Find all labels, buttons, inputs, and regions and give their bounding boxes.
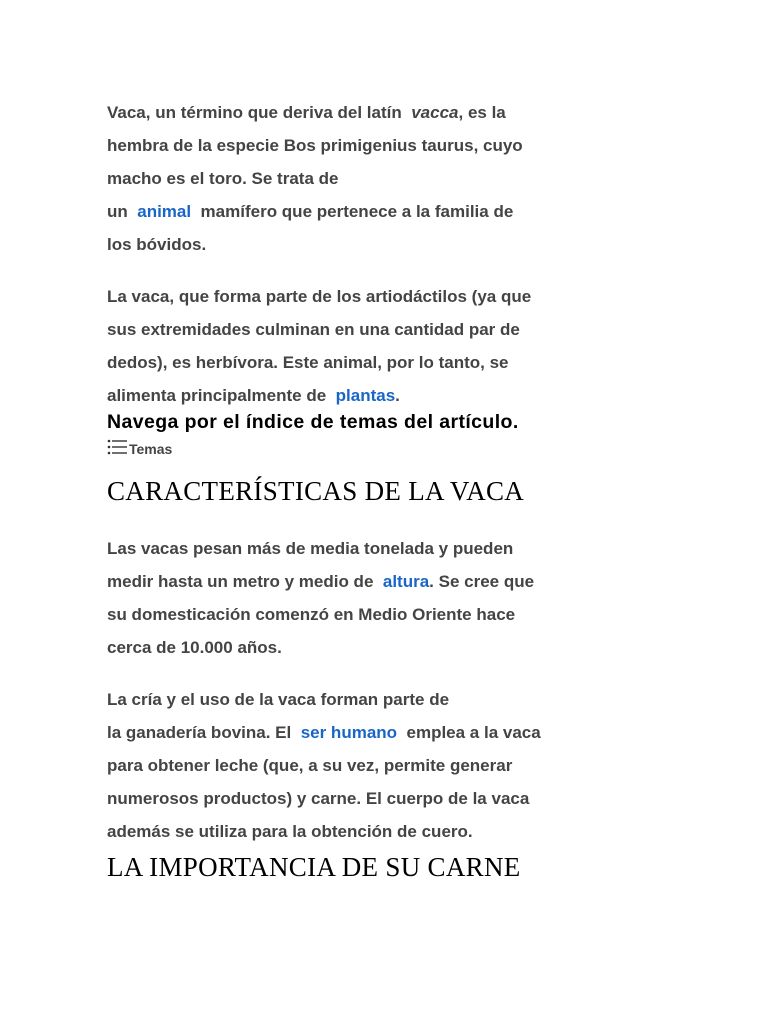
temas-label: Temas: [129, 440, 173, 457]
text-line: para obtener leche (que, a su vez, permite generar: [107, 756, 513, 775]
text-line: su domesticación comenzó en Medio Oriente hace: [107, 605, 516, 624]
text-span: medir hasta un metro y medio de: [107, 572, 374, 591]
text-line: dedos), es herbívora. Este animal, por lo tanto, se: [107, 353, 509, 372]
link-altura[interactable]: altura: [382, 572, 430, 591]
text-line: [107, 195, 667, 228]
text-line: [107, 96, 667, 129]
text-span: , es la: [458, 103, 506, 122]
text-span: mamífero que pertenece a la familia de: [200, 202, 514, 221]
text-line: [107, 716, 667, 749]
text-line: [107, 565, 667, 598]
paragraph-ganaderia: [107, 683, 667, 848]
text-span: emplea a la vaca: [406, 723, 541, 742]
text-line: hembra de la especie Bos primigenius taurus, cuyo: [107, 136, 523, 155]
paragraph-artiodactilos: [107, 280, 667, 412]
index-title: Navega por el índice de temas del artículo.: [107, 411, 519, 433]
text-line: La cría y el uso de la vaca forman parte de: [107, 690, 450, 709]
text-line: La vaca, que forma parte de los artiodáctilos (ya que: [107, 287, 532, 306]
text-line: cerca de 10.000 años.: [107, 638, 282, 657]
text-span: .: [395, 386, 400, 405]
text-line: numerosos productos) y carne. El cuerpo de la vaca: [107, 789, 530, 808]
text-line: además se utiliza para la obtención de cuero.: [107, 822, 473, 841]
text-line: [107, 379, 667, 412]
section-heading-caracteristicas: CARACTERÍSTICAS DE LA VACA: [107, 476, 525, 506]
paragraph-intro: [107, 96, 667, 261]
text-span: la ganadería bovina. El: [107, 723, 292, 742]
section-heading-carne: LA IMPORTANCIA DE SU CARNE: [107, 852, 521, 882]
paragraph-caracteristicas: [107, 532, 667, 664]
text-span: Vaca, un término que deriva del latín: [107, 103, 402, 122]
list-icon: [107, 438, 129, 459]
temas-toggle[interactable]: [107, 438, 172, 459]
italic-term: vacca: [411, 103, 459, 122]
text-line: los bóvidos.: [107, 235, 207, 254]
text-line: macho es el toro. Se trata de: [107, 169, 339, 188]
text-span: un: [107, 202, 128, 221]
text-line: sus extremidades culminan en una cantidad par de: [107, 320, 520, 339]
text-line: Las vacas pesan más de media tonelada y pueden: [107, 539, 514, 558]
link-plantas[interactable]: plantas: [335, 386, 396, 405]
text-span: . Se cree que: [429, 572, 535, 591]
link-ser-humano[interactable]: ser humano: [300, 723, 398, 742]
link-animal[interactable]: animal: [137, 202, 192, 221]
text-span: alimenta principalmente de: [107, 386, 327, 405]
